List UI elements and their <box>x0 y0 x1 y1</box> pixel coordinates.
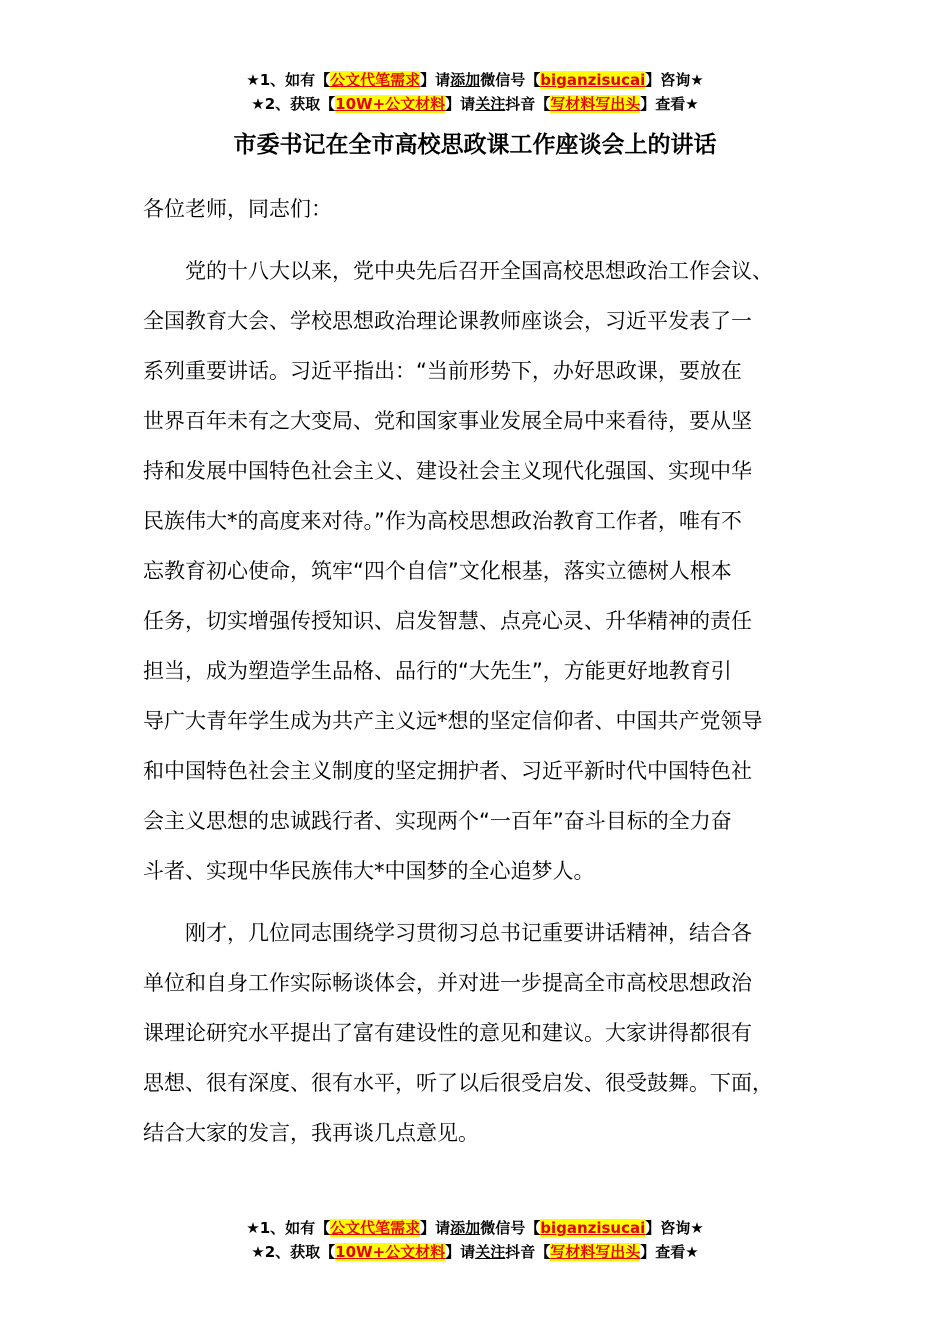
banner-underline: 添加 <box>450 1219 481 1237</box>
banner-underline: 关注 <box>475 95 506 113</box>
paragraph-line: 课理论研究水平提出了富有建设性的意见和建议。大家讲得都很有 <box>143 1021 752 1045</box>
banner-text: 2、获取【 <box>264 95 336 113</box>
highlight-service: 公文代笔需求 <box>330 1219 421 1237</box>
paragraph-line: 世界百年未有之大变局、党和国家事业发展全局中来看待，要从坚 <box>143 409 752 433</box>
paragraph-line: 持和发展中国特色社会主义、建设社会主义现代化强国、实现中华 <box>143 459 752 483</box>
paragraph-line: 党的十八大以来，党中央先后召开全国高校思想政治工作会议、 <box>185 259 773 283</box>
banner-text: 】咨询 <box>645 1219 691 1237</box>
banner-text: 2、获取【 <box>264 1243 336 1261</box>
banner-text: 抖音【 <box>505 95 551 113</box>
banner-text: 1、如有【 <box>259 71 331 89</box>
banner-text: 】咨询 <box>645 71 691 89</box>
paragraph-line: 刚才，几位同志围绕学习贯彻习总书记重要讲话精神，结合各 <box>185 921 752 945</box>
banner-text: 】请 <box>420 1219 451 1237</box>
star-icon: ★ <box>246 71 260 89</box>
highlight-service: 公文代笔需求 <box>330 71 421 89</box>
star-icon: ★ <box>685 1243 699 1261</box>
banner-text: 微信号【 <box>480 1219 541 1237</box>
banner-text: 抖音【 <box>505 1243 551 1261</box>
highlight-wechat-id: biganzisucai <box>540 71 646 89</box>
banner-text: 】查看 <box>640 95 686 113</box>
header-banner <box>0 68 950 116</box>
paragraph-1 <box>143 246 833 896</box>
banner-text: 】请 <box>445 95 476 113</box>
banner-text: 】请 <box>445 1243 476 1261</box>
footer-banner <box>0 1216 950 1264</box>
paragraph-line: 导广大青年学生成为共产主义远*想的坚定信仰者、中国共产党领导 <box>143 709 763 733</box>
salutation: 各位老师，同志们： <box>143 197 332 221</box>
highlight-wechat-id: biganzisucai <box>540 1219 646 1237</box>
banner-line-1 <box>0 1216 950 1240</box>
star-icon: ★ <box>251 95 265 113</box>
banner-line-2 <box>0 1240 950 1264</box>
paragraph-line: 和中国特色社会主义制度的坚定拥护者、习近平新时代中国特色社 <box>143 759 752 783</box>
star-icon: ★ <box>690 71 704 89</box>
highlight-douyin: 写材料写出头 <box>550 1243 641 1261</box>
star-icon: ★ <box>685 95 699 113</box>
paragraph-2 <box>143 908 833 1158</box>
paragraph-line: 会主义思想的忠诚践行者、实现两个“一百年”奋斗目标的全力奋 <box>143 809 732 833</box>
star-icon: ★ <box>246 1219 260 1237</box>
paragraph-line: 思想、很有深度、很有水平，听了以后很受启发、很受鼓舞。下面， <box>143 1071 773 1095</box>
paragraph-line: 忘教育初心使命，筑牢“四个自信”文化根基，落实立德树人根本 <box>143 559 732 583</box>
paragraph-line: 结合大家的发言，我再谈几点意见。 <box>143 1121 479 1145</box>
banner-underline: 添加 <box>450 71 481 89</box>
banner-line-2 <box>0 92 950 116</box>
paragraph-line: 民族伟大*的高度来对待。”作为高校思想政治教育工作者，唯有不 <box>143 509 742 533</box>
banner-line-1 <box>0 68 950 92</box>
banner-text: 】查看 <box>640 1243 686 1261</box>
paragraph-line: 全国教育大会、学校思想政治理论课教师座谈会，习近平发表了一 <box>143 309 752 333</box>
paragraph-line: 担当，成为塑造学生品格、品行的“大先生”，方能更好地教育引 <box>143 659 732 683</box>
star-icon: ★ <box>690 1219 704 1237</box>
document-title: 市委书记在全市高校思政课工作座谈会上的讲话 <box>233 132 717 158</box>
paragraph-line: 斗者、实现中华民族伟大*中国梦的全心追梦人。 <box>143 859 595 883</box>
star-icon: ★ <box>251 1243 265 1261</box>
paragraph-line: 单位和自身工作实际畅谈体会，并对进一步提高全市高校思想政治 <box>143 971 752 995</box>
banner-underline: 关注 <box>475 1243 506 1261</box>
paragraph-line: 任务，切实增强传授知识、启发智慧、点亮心灵、升华精神的责任 <box>143 609 752 633</box>
banner-text: 微信号【 <box>480 71 541 89</box>
banner-text: 1、如有【 <box>259 1219 331 1237</box>
highlight-materials: 10W+公文材料 <box>335 95 446 113</box>
banner-text: 】请 <box>420 71 451 89</box>
highlight-douyin: 写材料写出头 <box>550 95 641 113</box>
paragraph-line: 系列重要讲话。习近平指出：“当前形势下，办好思政课，要放在 <box>143 359 742 383</box>
highlight-materials: 10W+公文材料 <box>335 1243 446 1261</box>
